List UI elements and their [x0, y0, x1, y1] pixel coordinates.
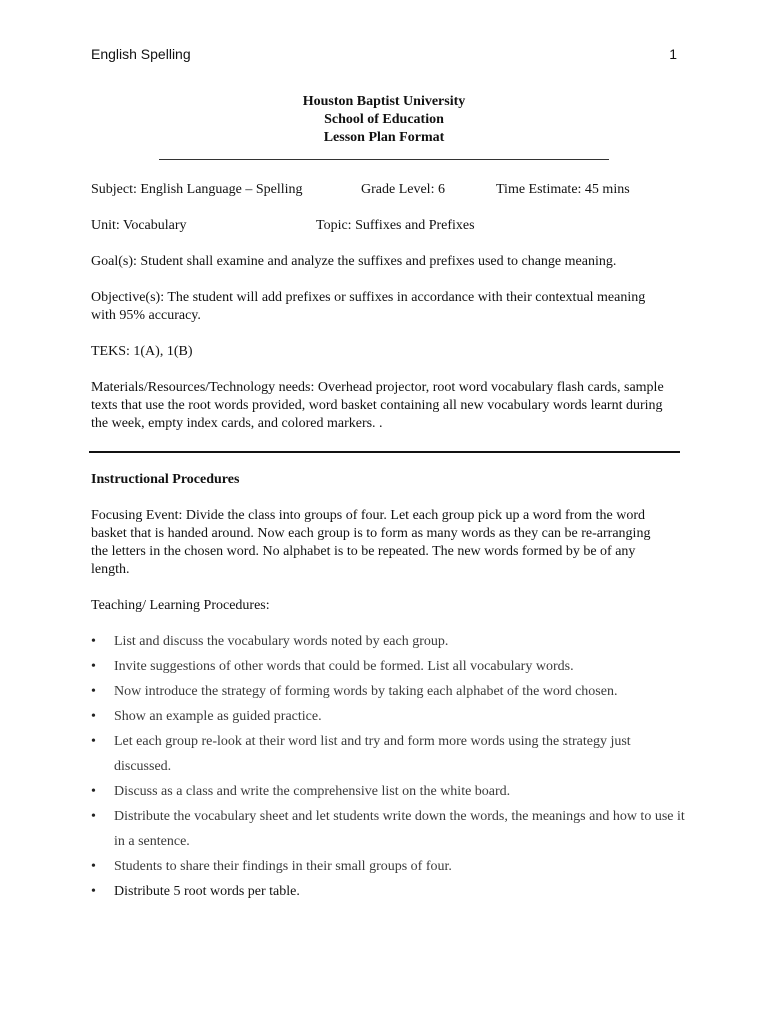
instructional-section [91, 471, 691, 904]
subject-text: Subject: English Language – Spelling [91, 182, 303, 197]
objective-text: Objective(s): The student will add prefixes or suffixes in accordance with their contextual meaning with 95% accuracy. [91, 290, 646, 323]
lesson-info [91, 181, 691, 451]
list-item: • Let each group re-look at their word list and try and form more words using the strategy just discussed. [91, 729, 691, 779]
procedure-list [91, 629, 691, 904]
section-heading: Instructional Procedures [91, 472, 240, 487]
unit-row [91, 217, 691, 235]
school-name: School of Education [324, 112, 444, 127]
teks-text: TEKS: 1(A), 1(B) [91, 344, 193, 359]
list-item: • Distribute the vocabulary sheet and let students write down the words, the meanings and how to use it in a sentence. [91, 804, 691, 854]
time-text: Time Estimate: 45 mins [496, 182, 630, 197]
grade-text: Grade Level: 6 [361, 182, 445, 197]
list-item: • Discuss as a class and write the comprehensive list on the white board. [91, 779, 691, 804]
title-underline [159, 151, 609, 160]
section-divider [89, 451, 680, 453]
list-item: • Now introduce the strategy of forming words by taking each alphabet of the word chosen. [91, 679, 691, 704]
list-item: • List and discuss the vocabulary words noted by each group. [91, 629, 691, 654]
focusing-event-text: Focusing Event: Divide the class into groups of four. Let each group pick up a word from the word basket that is handed around. Now each group is to form as many words as they can be re-arranging the letters in the chosen word. No alphabet is to be repeated. The new words formed by be of any length. [91, 508, 651, 577]
list-item: • Students to share their findings in their small groups of four. [91, 854, 691, 879]
document-title: Lesson Plan Format [323, 130, 445, 145]
list-item: • Distribute 5 root words per table. [91, 879, 691, 904]
list-item: • Invite suggestions of other words that could be formed. List all vocabulary words. [91, 654, 691, 679]
unit-text: Unit: Vocabulary [91, 218, 187, 233]
teaching-label: Teaching/ Learning Procedures: [91, 598, 270, 613]
university-name: Houston Baptist University [302, 94, 466, 109]
list-item: • Show an example as guided practice. [91, 704, 691, 729]
goal-text: Goal(s): Student shall examine and analyze the suffixes and prefixes used to change meaning. [91, 254, 617, 269]
page-number: 1 [669, 46, 677, 62]
title-block [0, 93, 768, 160]
subject-row [91, 181, 691, 199]
topic-text: Topic: Suffixes and Prefixes [316, 218, 475, 233]
header-title: English Spelling [91, 46, 191, 62]
running-header [91, 46, 677, 62]
materials-text: Materials/Resources/Technology needs: Overhead projector, root word vocabulary flash cards, sample texts that use the root words provided, word basket containing all new vocabulary words learnt during the week, empty index cards, and colored markers. . [91, 380, 664, 431]
